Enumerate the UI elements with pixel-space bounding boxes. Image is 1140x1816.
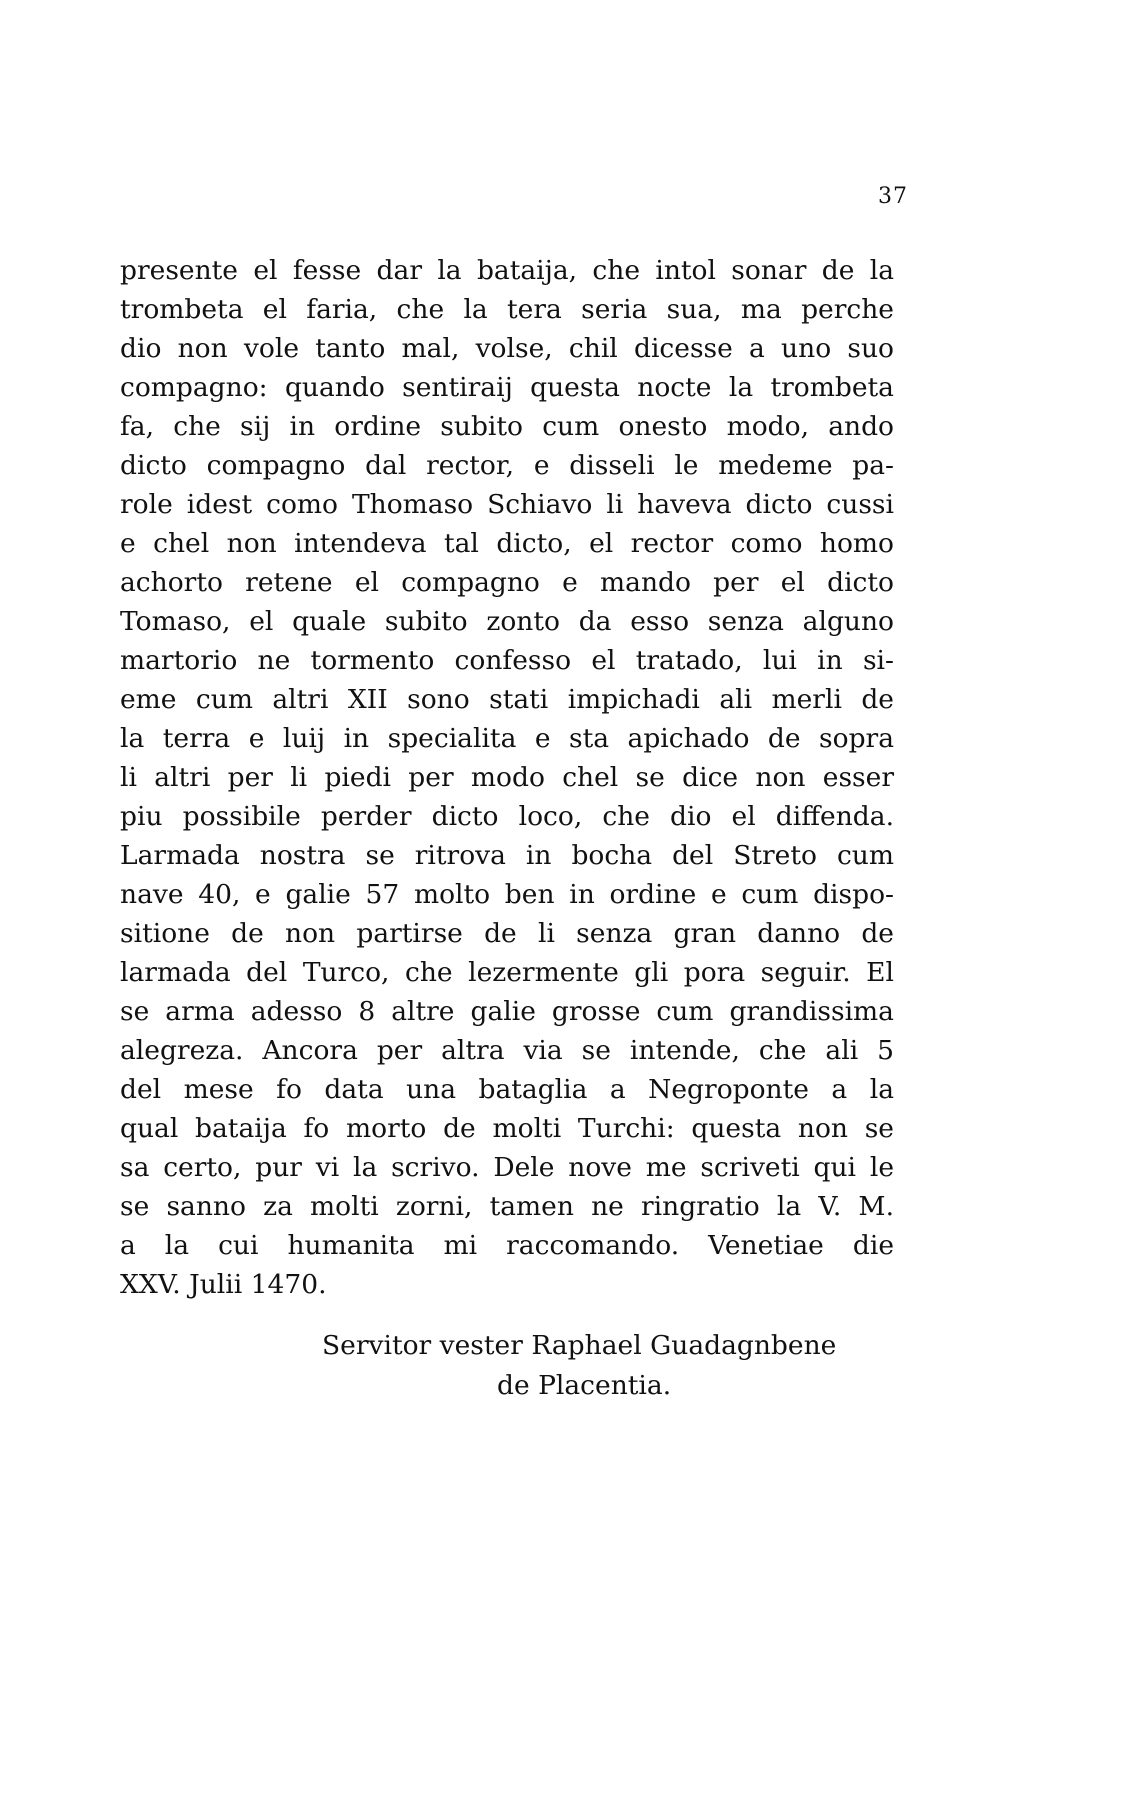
- body-line: sa certo, pur vi la scrivo. Dele nove me scriveti qui le: [120, 1152, 894, 1183]
- body-line: li altri per li piedi per modo chel se dice non esser: [120, 762, 894, 793]
- body-line: del mese fo data una bataglia a Negroponte a la: [120, 1074, 894, 1105]
- body-line: a la cui humanita mi raccomando. Venetiae die: [120, 1230, 894, 1261]
- body-line: dicto compagno dal rector, e disseli le medeme pa-: [120, 450, 894, 481]
- body-line: Larmada nostra se ritrova in bocha del Streto cum: [120, 840, 894, 871]
- body-line: achorto retene el compagno e mando per el dicto: [120, 567, 894, 598]
- signature-name: Servitor vester Raphael Guadagnbene: [322, 1330, 837, 1361]
- body-line: sitione de non partirse de li senza gran danno de: [120, 918, 894, 949]
- letter-body: [120, 251, 894, 1304]
- body-line: qual bataija fo morto de molti Turchi: questa non se: [120, 1113, 894, 1144]
- body-line: se sanno za molti zorni, tamen ne ringratio la V. M.: [120, 1191, 894, 1222]
- body-line: alegreza. Ancora per altra via se intende, che ali 5: [120, 1035, 894, 1066]
- body-line: se arma adesso 8 altre galie grosse cum grandissima: [120, 996, 894, 1027]
- body-line: e chel non intendeva tal dicto, el rector como homo: [120, 528, 894, 559]
- page-number: 37: [878, 184, 908, 209]
- body-line: Tomaso, el quale subito zonto da esso senza alguno: [120, 606, 894, 637]
- body-line: larmada del Turco, che lezermente gli pora seguir. El: [120, 957, 894, 988]
- body-line: martorio ne tormento confesso el tratado, lui in si-: [120, 645, 894, 676]
- body-line: trombeta el faria, che la tera seria sua, ma perche: [120, 294, 894, 325]
- body-line: piu possibile perder dicto loco, che dio el diffenda.: [120, 801, 894, 832]
- body-line: nave 40, e galie 57 molto ben in ordine e cum dispo-: [120, 879, 894, 910]
- body-line: presente el fesse dar la bataija, che intol sonar de la: [120, 255, 894, 286]
- body-line: role idest como Thomaso Schiavo li haveva dicto cussi: [120, 489, 894, 520]
- body-line: eme cum altri XII sono stati impichadi ali merli de: [120, 684, 894, 715]
- signature-block: [320, 1326, 920, 1406]
- signature-place: de Placentia.: [497, 1370, 672, 1401]
- body-line: dio non vole tanto mal, volse, chil dicesse a uno suo: [120, 333, 894, 364]
- body-line: fa, che sij in ordine subito cum onesto modo, ando: [120, 411, 894, 442]
- body-line: compagno: quando sentiraij questa nocte la trombeta: [120, 372, 894, 403]
- body-line: la terra e luij in specialita e sta apichado de sopra: [120, 723, 894, 754]
- body-line-final: XXV. Julii 1470.: [120, 1269, 327, 1300]
